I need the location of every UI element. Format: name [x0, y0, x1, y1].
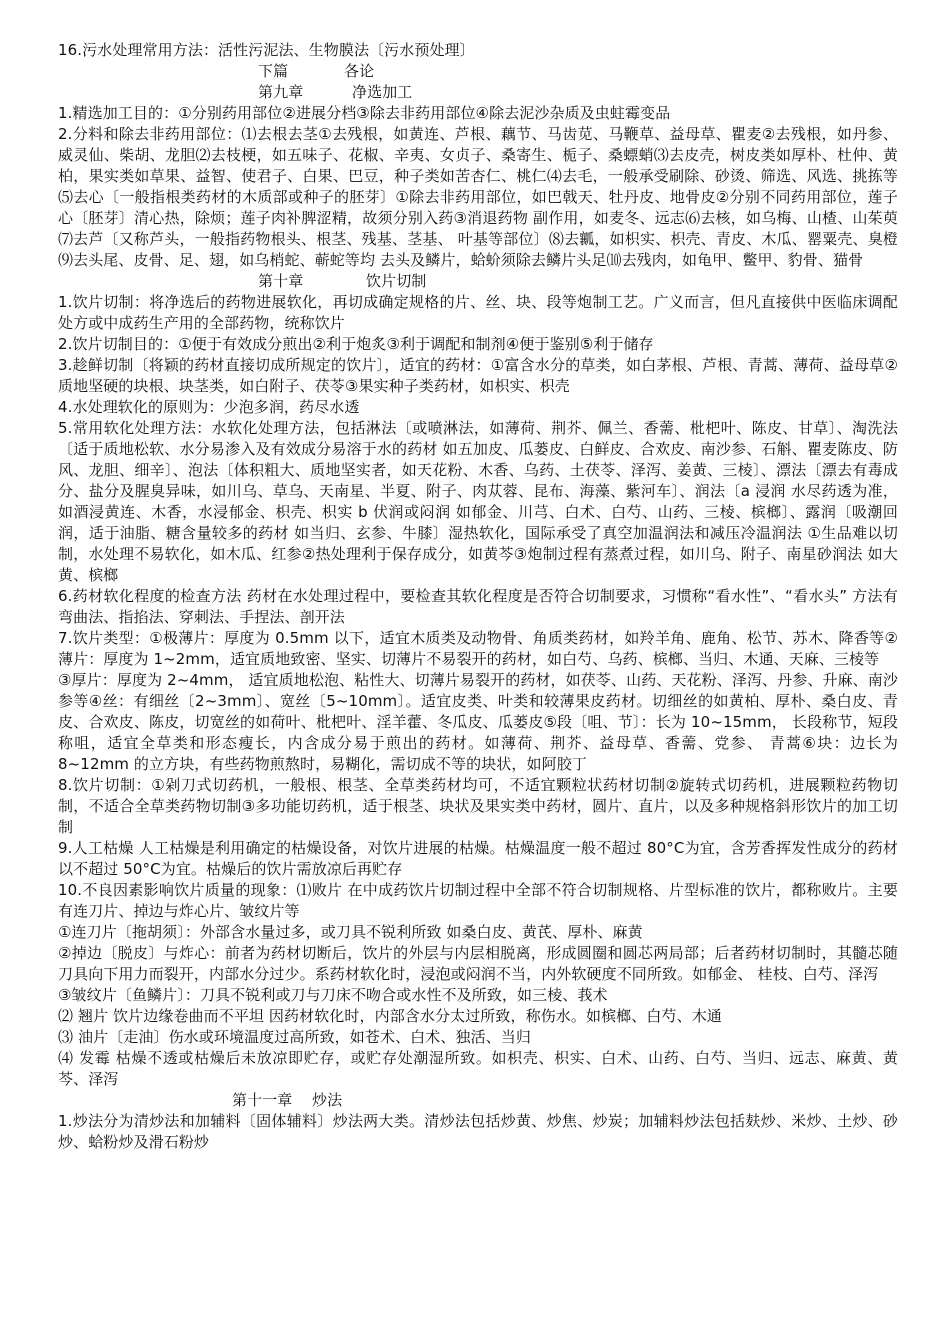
paragraph: 1.炒法分为清炒法和加辅料〔固体辅料〕炒法两大类。清炒法包括炒黄、炒焦、炒炭；加辅料炒法包括麸炒、米炒、土炒、砂炒、蛤粉炒及滑石粉炒 — [58, 1112, 898, 1151]
chapter-title: 净选加工 — [352, 83, 413, 101]
paragraph: ③皱纹片〔鱼鳞片〕：刀具不锐利或刀与刀床不吻合或水性不及所致，如三棱、莪术 — [58, 986, 608, 1004]
paragraph: 10.不良因素影响饮片质量的现象：⑴败片 在中成药饮片切制过程中全部不符合切制规格、片型标准的饮片，都称败片。主要有连刀片、掉边与炸心片、皱纹片等 — [58, 881, 898, 920]
paragraph: ①连刀片〔拖胡须〕：外部含水量过多，或刀具不锐利所致 如桑白皮、黄芪、厚朴、麻黄 — [58, 923, 643, 941]
chapter-label: 第九章 — [258, 83, 304, 101]
paragraph: 2.分料和除去非药用部位：⑴去根去茎①去残根，如黄连、芦根、藕节、马齿苋、马鞭草、益母草、瞿麦②去残根，如丹参、威灵仙、柴胡、龙胆⑵去枝梗，如五味子、花椒、辛夷、女贞子、桑寄生、栀子、桑螵蛸⑶去皮壳，树皮类如厚朴、杜仲、黄柏，果实类如草果、益智、使君子、白果、巴豆，种子类如苦杏仁、桃仁⑷去毛，一般承受刷除、砂烫、筛选、风选、挑拣等⑸去心〔一般指根类药材的木质部或种子的胚芽〕①除去非药用部位，如巴戟天、牡丹皮、地骨皮②分别不同药用部位，莲子心〔胚芽〕清心热，除烦；莲子肉补脾涩精，故须分别入药③消退药物 副作用，如麦冬、远志⑹去核，如乌梅、山楂、山茱萸⑺去芦〔又称芦头，一般指药物根头、根茎、残基、茎基、 叶基等部位〕⑻去瓤，如枳实、枳壳、青皮、木瓜、罂粟壳、臭橙⑼去头尾、皮骨、足、翅，如乌梢蛇、蕲蛇等均 去头及鳞片，蛤蚧须除去鳞片头足⑽去残肉，如龟甲、鳖甲、豹骨、猫骨 — [58, 125, 898, 269]
chapter-label: 第十一章 — [232, 1091, 293, 1109]
paragraph: 1.饮片切制：将净选后的药物进展软化，再切成确定规格的片、丝、块、段等炮制工艺。广义而言，但凡直接供中医临床调配处方或中成药生产用的全部药物，统称饮片 — [58, 293, 898, 332]
document-body — [58, 40, 898, 1153]
paragraph: 6.药材软化程度的检查方法 药材在水处理过程中，要检查其软化程度是否符合切制要求，习惯称“看水性”、“看水头” 方法有弯曲法、指掐法、穿刺法、手捏法、剖开法 — [58, 587, 898, 626]
paragraph: ⑵ 翘片 饮片边缘卷曲而不平坦 因药材软化时，内部含水分太过所致，称伤水。如槟榔、白芍、木通 — [58, 1007, 722, 1025]
chapter-heading — [58, 1090, 898, 1111]
paragraph: ②掉边〔脱皮〕与炸心：前者为药材切断后，饮片的外层与内层相脱离，形成圆圈和圆芯两局部；后者药材切制时，其髓芯随刀具向下用力而裂开，内部水分过少。系药材软化时，浸泡或闷润不当，内外软硬度不同所致。如郁金、 桂枝、白芍、泽泻 — [58, 944, 898, 983]
chapter-label: 第十章 — [258, 272, 304, 290]
paragraph: ⑶ 油片〔走油〕伤水或环境温度过高所致，如苍术、白术、独活、当归 — [58, 1028, 531, 1046]
paragraph: 1.精选加工目的：①分别药用部位②进展分档③除去非药用部位④除去泥沙杂质及虫蛀霉变品 — [58, 104, 671, 122]
paragraph: 3.趁鲜切制〔将颖的药材直接切成所规定的饮片〕，适宜的药材：①富含水分的草类，如白茅根、芦根、青蒿、薄荷、益母草②质地坚硬的块根、块茎类，如白附子、茯苓③果实种子类药材，如枳实、枳壳 — [58, 356, 898, 395]
intro-line: 16.污水处理常用方法：活性污泥法、生物膜法〔污水预处理〕 — [58, 41, 475, 59]
part-title: 各论 — [344, 62, 375, 80]
paragraph: ⑷ 发霉 枯燥不透或枯燥后未放凉即贮存，或贮存处潮湿所致。如枳壳、枳实、白术、山药、白芍、当归、远志、麻黄、黄芩、泽泻 — [58, 1049, 898, 1088]
paragraph: ③厚片：厚度为 2~4mm， 适宜质地松泡、粘性大、切薄片易裂开的药材，如茯苓、山药、天花粉、泽泻、丹参、升麻、南沙参等④丝：有细丝〔2~3mm〕、宽丝〔5~10mm〕。适宜皮类、叶类和较薄果皮药材。切细丝的如黄柏、厚朴、桑白皮、青皮、合欢皮、陈皮，切宽丝的如荷叶、枇杷叶、淫羊藿、冬瓜皮、瓜蒌皮⑤段〔咀、节〕：长为 10~15mm， 长段称节，短段称咀，适宜全草类和形态瘦长，内含成分易于煎出的药材。如薄荷、荆芥、益母草、香薷、党参、 青蒿⑥块：边长为 8~12mm 的立方块，有些药物煎熬时，易糊化，需切成不等的块状，如阿胶丁 — [58, 671, 898, 773]
paragraph: 8.饮片切制：①剁刀式切药机，一般根、根茎、全草类药材均可，不适宜颗粒状药材切制②旋转式切药机，进展颗粒药物切制，不适合全草类药物切制③多功能切药机，适于根茎、块状及果实类中药材，圆片、直片，以及多种规格斜形饮片的加工切制 — [58, 776, 898, 836]
paragraph: 4.水处理软化的原则为：少泡多润，药尽水透 — [58, 398, 360, 416]
chapter-title: 饮片切制 — [366, 272, 427, 290]
part-label: 下篇 — [258, 62, 289, 80]
paragraph: 5.常用软化处理方法：水软化处理方法，包括淋法〔或喷淋法，如薄荷、荆芥、佩兰、香薷、枇杷叶、陈皮、甘草〕、淘洗法〔适于质地松软、水分易渗入及有效成分易溶于水的药材 如五加皮、瓜蒌皮、白鲜皮、合欢皮、南沙参、石斛、瞿麦陈皮、防风、龙胆、细辛〕、泡法〔体积粗大、质地坚实者，如天花粉、木香、乌药、土茯苓、泽泻、姜黄、三棱〕、漂法〔漂去有毒成分、盐分及腥臭异味，如川乌、草乌、天南星、半夏、附子、肉苁蓉、昆布、海藻、紫河车〕、润法〔a 浸润 水尽药透为准，如酒浸黄连、木香，水浸郁金、枳壳、枳实 b 伏润或闷润 如郁金、川芎、白术、白芍、山药、三棱、槟榔〕、露润〔吸潮回润，适于油脂、糖含量较多的药材 如当归、玄参、牛膝〕湿热软化，国际承受了真空加温润法和减压冷温润法 ①生品难以切制，水处理不易软化，如木瓜、红参②热处理利于保存成分，如黄芩③炮制过程有蒸煮过程，如川乌、附子、南星砂润法 如大黄、槟榔 — [58, 419, 898, 584]
paragraph: 7.饮片类型：①极薄片：厚度为 0.5mm 以下，适宜木质类及动物骨、角质类药材，如羚羊角、鹿角、松节、苏木、降香等②薄片：厚度为 1~2mm，适宜质地致密、坚实、切薄片不易裂开的药材，如白芍、乌药、槟榔、当归、木通、天麻、三棱等 — [58, 629, 898, 668]
part-heading — [58, 61, 898, 82]
chapter-heading — [58, 271, 898, 292]
paragraph: 2.饮片切制目的：①便于有效成分煎出②利于炮炙③利于调配和制剂④便于鉴别⑤利于储存 — [58, 335, 654, 353]
chapter-title: 炒法 — [312, 1091, 343, 1109]
paragraph: 9.人工枯燥 人工枯燥是利用确定的枯燥设备，对饮片进展的枯燥。枯燥温度一般不超过 80°C为宜，含芳香挥发性成分的药材以不超过 50°C为宜。枯燥后的饮片需放凉后再贮存 — [58, 839, 898, 878]
chapter-heading — [58, 82, 898, 103]
